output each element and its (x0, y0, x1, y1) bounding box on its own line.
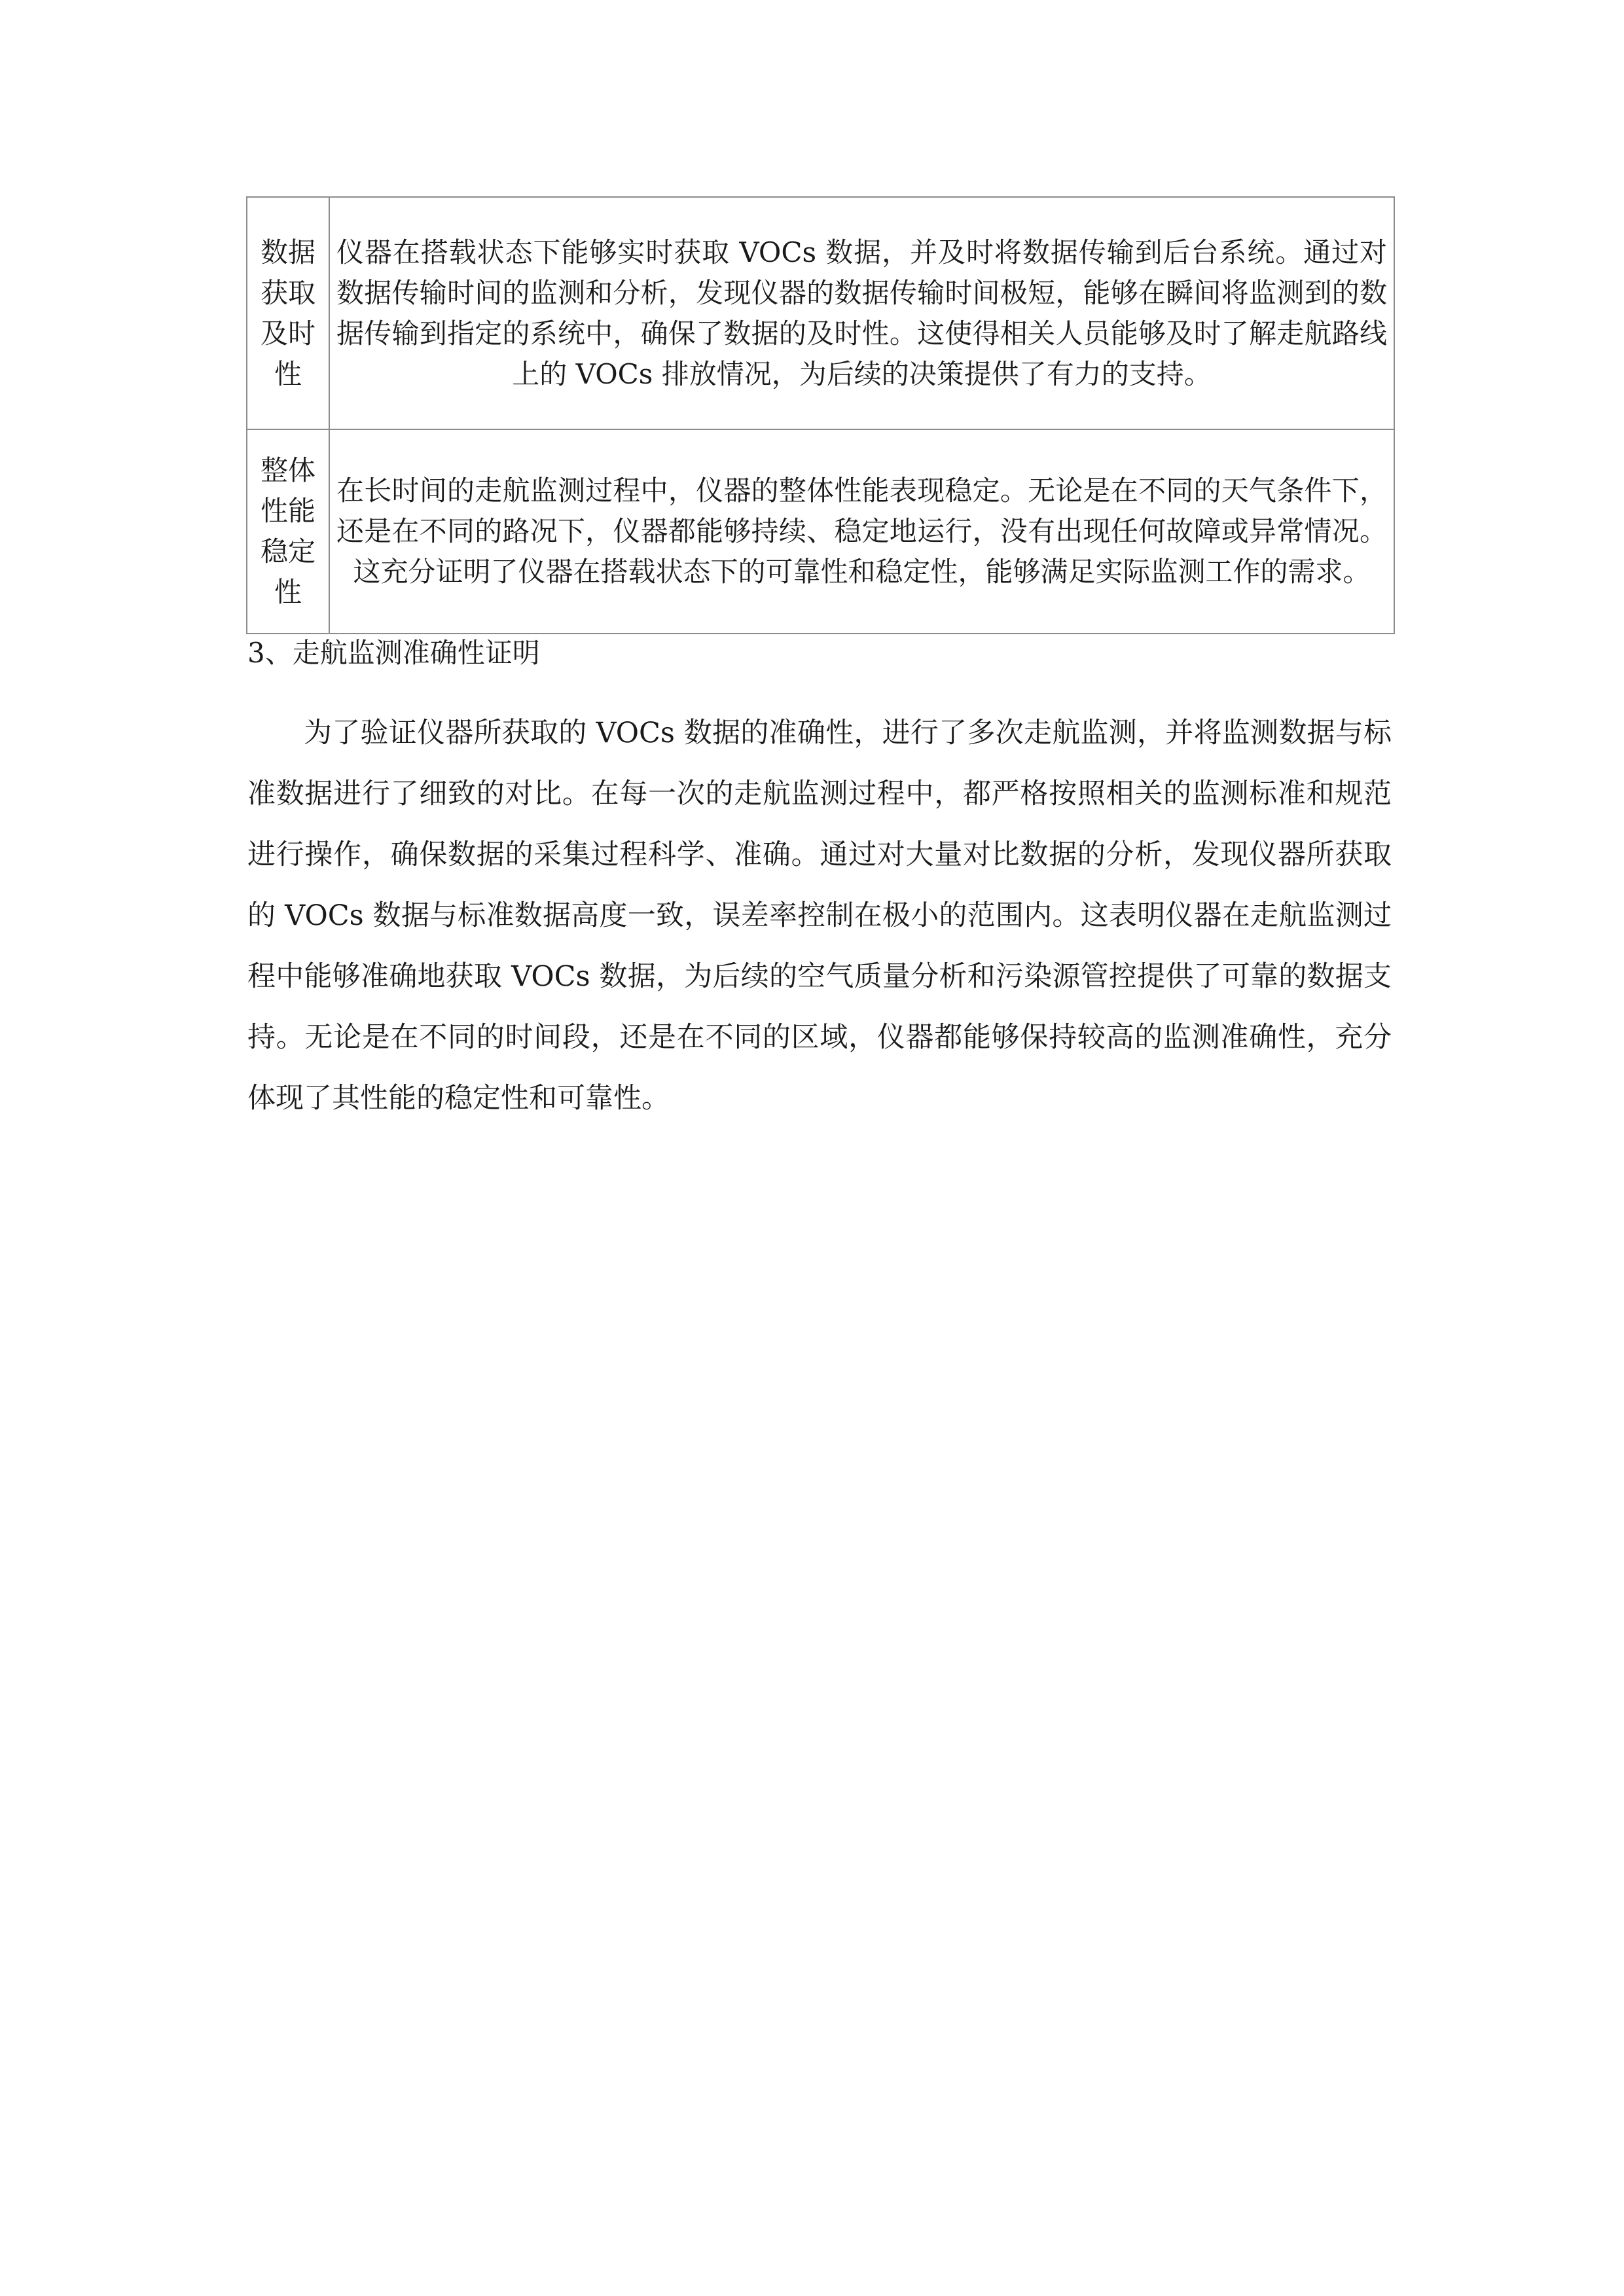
table-row-label: 数据获取及时性 (247, 197, 329, 429)
evaluation-table (246, 196, 1395, 634)
table-row (247, 429, 1394, 634)
section-heading: 3、走航监测准确性证明 (247, 637, 540, 669)
body-paragraph: 为了验证仪器所获取的 VOCs 数据的准确性，进行了多次走航监测，并将监测数据与标准数据进行了细致的对比。在每一次的走航监测过程中，都严格按照相关的监测标准和规范进行操作，确保数据的采集过程科学、准确。通过对大量对比数据的分析，发现仪器所获取的 VOCs 数据与标准数据高度一致，误差率控制在极小的范围内。这表明仪器在走航监测过程中能够准确地获取 VOCs 数据，为后续的空气质量分析和污染源管控提供了可靠的数据支持。无论是在不同的时间段，还是在不同的区域，仪器都能够保持较高的监测准确性，充分体现了其性能的稳定性和可靠性。 (247, 717, 1392, 1115)
table-row-content: 仪器在搭载状态下能够实时获取 VOCs 数据，并及时将数据传输到后台系统。通过对数据传输时间的监测和分析，发现仪器的数据传输时间极短，能够在瞬间将监测到的数据传输到指定的系统中，确保了数据的及时性。这使得相关人员能够及时了解走航路线上的 VOCs 排放情况，为后续的决策提供了有力的支持。 (329, 197, 1394, 429)
table-row (247, 197, 1394, 429)
table-row-content: 在长时间的走航监测过程中，仪器的整体性能表现稳定。无论是在不同的天气条件下，还是在不同的路况下，仪器都能够持续、稳定地运行，没有出现任何故障或异常情况。这充分证明了仪器在搭载状态下的可靠性和稳定性，能够满足实际监测工作的需求。 (329, 429, 1394, 634)
table-row-label: 整体性能稳定性 (247, 429, 329, 634)
